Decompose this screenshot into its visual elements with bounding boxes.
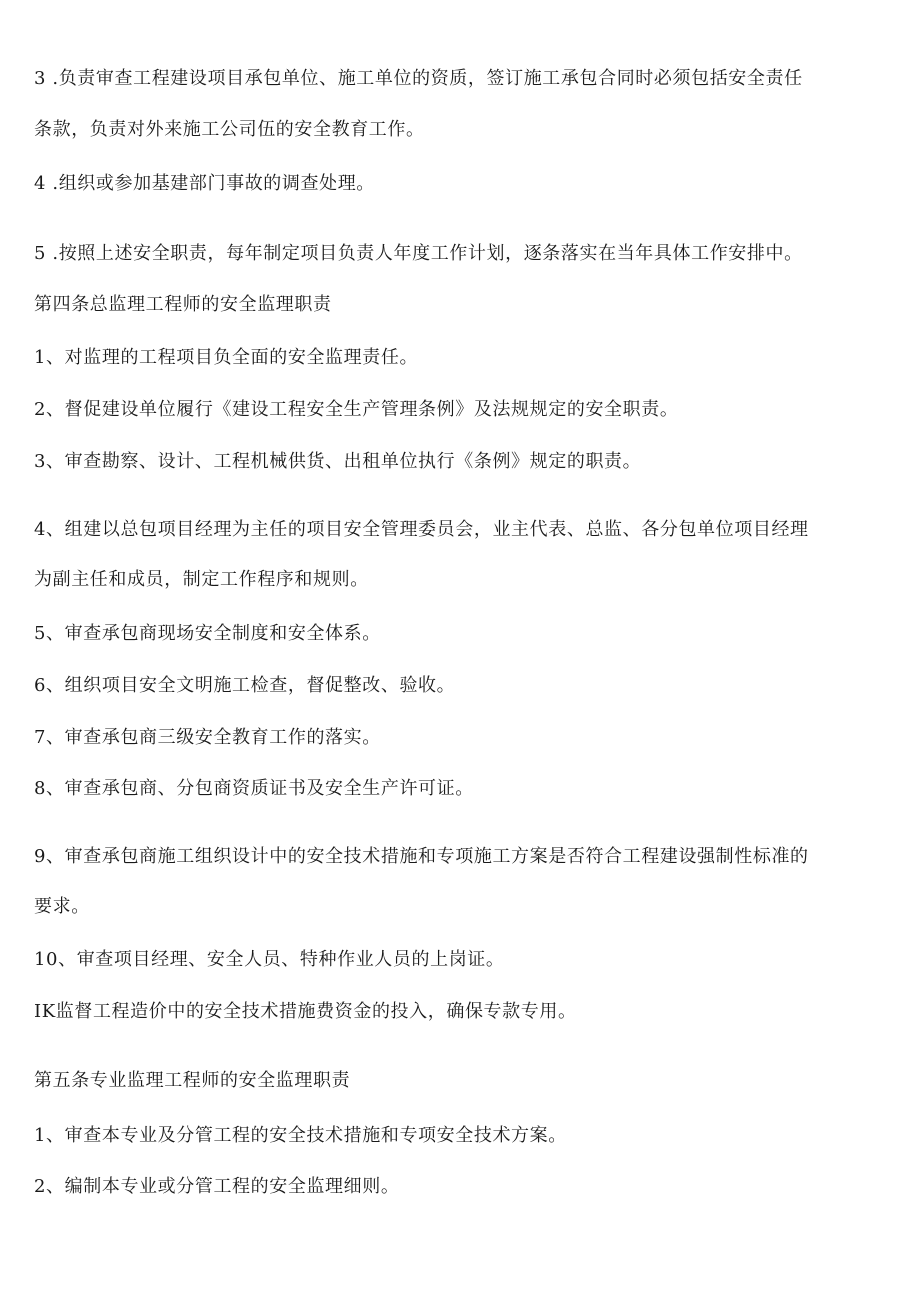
duty-item-6: 6、组织项目安全文明施工检查，督促整改、验收。 bbox=[34, 675, 456, 696]
duty-item-9-line-1: 9、审查承包商施工组织设计中的安全技术措施和专项施工方案是否符合工程建设强制性标准的 bbox=[34, 846, 809, 867]
duty-item-10: 10、审查项目经理、安全人员、特种作业人员的上岗证。 bbox=[34, 949, 505, 970]
specialist-duty-1: 1、审查本专业及分管工程的安全技术措施和专项安全技术方案。 bbox=[34, 1125, 567, 1146]
paragraph-3-line-2: 条款，负责对外来施工公司伍的安全教育工作。 bbox=[34, 119, 425, 140]
duty-item-2: 2、督促建设单位履行《建设工程安全生产管理条例》及法规规定的安全职责。 bbox=[34, 399, 679, 420]
duty-item-5: 5、审查承包商现场安全制度和安全体系。 bbox=[34, 623, 381, 644]
section-heading-4: 第四条总监理工程师的安全监理职责 bbox=[34, 294, 332, 315]
paragraph-3-line-1: 3 .负责审查工程建设项目承包单位、施工单位的资质，签订施工承包合同时必须包括安全责任 bbox=[34, 68, 803, 89]
paragraph-4: 4 .组织或参加基建部门事故的调查处理。 bbox=[34, 173, 375, 194]
duty-item-8: 8、审查承包商、分包商资质证书及安全生产许可证。 bbox=[34, 778, 474, 799]
duty-item-3: 3、审查勘察、设计、工程机械供货、出租单位执行《条例》规定的职责。 bbox=[34, 451, 642, 472]
duty-item-1: 1、对监理的工程项目负全面的安全监理责任。 bbox=[34, 347, 419, 368]
duty-item-9-line-2: 要求。 bbox=[34, 896, 90, 917]
section-heading-5: 第五条专业监理工程师的安全监理职责 bbox=[34, 1070, 351, 1091]
duty-item-11: IK监督工程造价中的安全技术措施费资金的投入，确保专款专用。 bbox=[34, 1001, 577, 1022]
duty-item-7: 7、审查承包商三级安全教育工作的落实。 bbox=[34, 727, 381, 748]
paragraph-5: 5 .按照上述安全职责，每年制定项目负责人年度工作计划，逐条落实在当年具体工作安排中。 bbox=[34, 243, 803, 264]
specialist-duty-2: 2、编制本专业或分管工程的安全监理细则。 bbox=[34, 1176, 400, 1197]
duty-item-4-line-1: 4、组建以总包项目经理为主任的项目安全管理委员会，业主代表、总监、各分包单位项目经理 bbox=[34, 519, 809, 540]
duty-item-4-line-2: 为副主任和成员，制定工作程序和规则。 bbox=[34, 569, 369, 590]
